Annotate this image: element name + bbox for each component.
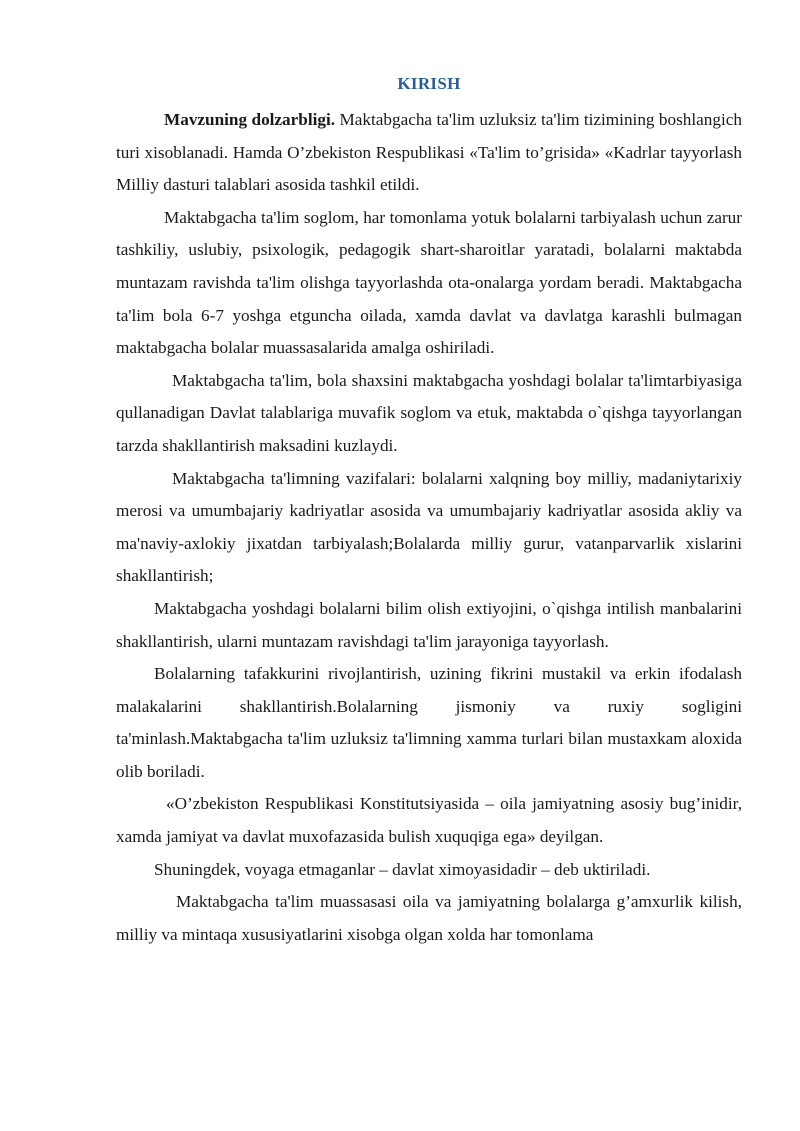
document-title: KIRISH bbox=[397, 74, 461, 93]
paragraph-preschool-goal: Maktabgacha ta'lim, bola shaxsini maktabgacha yoshdagi bolalar ta'limtarbiyasiga qullanadigan Davlat talablariga muvafik soglom va etuk, maktabda o`qishga tayyorlangan tarzda shakllantirish maksadini kuzlaydi. bbox=[116, 370, 742, 455]
relevance-heading: Mavzuning dolzarbligi. bbox=[164, 110, 336, 129]
paragraph-relevance bbox=[116, 104, 742, 202]
paragraph-constitution-quote: «O’zbekiston Respublikasi Konstitutsiyasida – oila jamiyatning asosiy bug’inidir, xamda jamiyat va davlat muxofazasida bulish xuquqiga ega» deyilgan. bbox=[116, 794, 742, 847]
relevance-text: Maktabgacha ta'lim uzluksiz ta'lim tizimining boshlangich turi xisoblanadi. Hamda O’zbekiston Respublikasi «Ta'lim to’grisida» «Kadrlar tayyorlash Milliy dasturi talablari asosida tashkil etildi. bbox=[116, 110, 742, 195]
paragraph-institution-care: Maktabgacha ta'lim muassasasi oila va jamiyatning bolalarga g’amxurlik kilish, milliy va mintaqa xususiyatlarini xisobga olgan xolda har tomonlama bbox=[116, 892, 742, 944]
paragraph-learning-needs: Maktabgacha yoshdagi bolalarni bilim olish extiyojini, o`qishga intilish manbalarini shakllantirish, ularni muntazam ravishdagi ta'lim jarayoniga tayyorlash. bbox=[116, 598, 742, 651]
paragraph-thinking-development: Bolalarning tafakkurini rivojlantirish, uzining fikrini mustakil va erkin ifodalash malakalarini shakllantirish.Bolalarning jismoniy va ruxiy sogligini ta'minlash.Maktabgacha ta'lim uzluksiz ta'limning xamma turlari bilan mustaxkam aloxida olib boriladi. bbox=[116, 664, 742, 781]
paragraph-minors-protection: Shuningdek, voyaga etmaganlar – davlat ximoyasidadir – deb uktiriladi. bbox=[154, 859, 651, 879]
paragraph-preschool-conditions: Maktabgacha ta'lim soglom, har tomonlama yotuk bolalarni tarbiyalash uchun zarur tashkiliy, uslubiy, psixologik, pedagogik shart-sharoitlar yaratadi, bolalarni maktabda muntazam ravishda ta'lim olishga tayyorlashda ota-onalarga yordam beradi. Maktabgacha ta'lim bola 6-7 yoshga etguncha oilada, xamda davlat va davlatga karashli bulmagan maktabgacha bolalar muassasalarida amalga oshiriladi. bbox=[116, 207, 742, 358]
paragraph-preschool-tasks: Maktabgacha ta'limning vazifalari: bolalarni xalqning boy milliy, madaniytarixiy merosi va umumbajariy kadriyatlar asosida va umumbajariy kadriyatlar asosida akliy va ma'naviy-axlokiy jixatdan tarbiyalash;Bolalarda milliy gurur, vatanparvarlik xislarini shakllantirish; bbox=[116, 468, 742, 586]
